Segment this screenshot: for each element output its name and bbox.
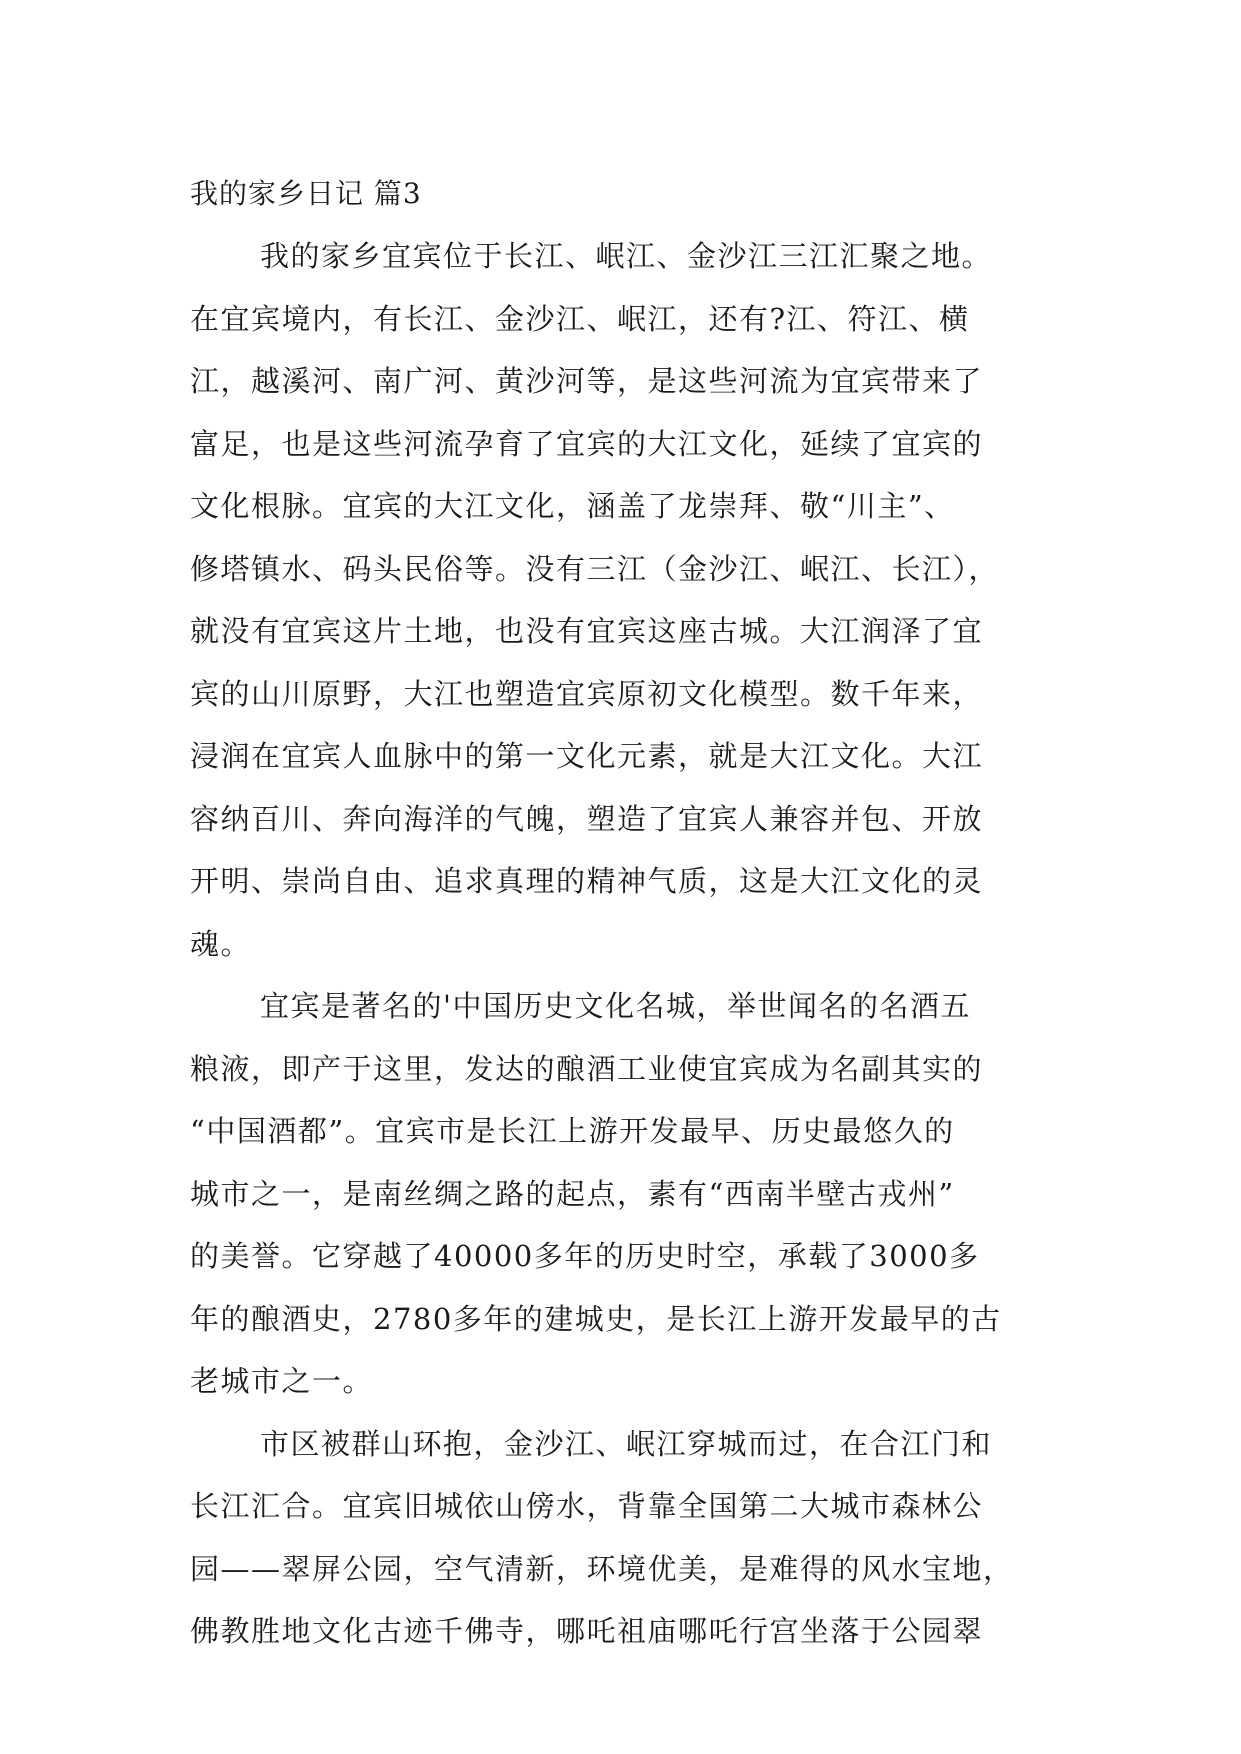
text-line: 在宜宾境内，有长江、金沙江、岷江，还有?江、符江、横 xyxy=(190,301,970,336)
text-line: 的美誉。它穿越了40000多年的历史时空，承载了3000多 xyxy=(190,1239,980,1273)
text-line: 富足，也是这些河流孕育了宜宾的大江文化，延续了宜宾的 xyxy=(190,426,984,461)
text-line: 容纳百川、奔向海洋的气魄，塑造了宜宾人兼容并包、开放 xyxy=(190,801,984,836)
text-line: 粮液，即产于这里，发达的酿酒工业使宜宾成为名副其实的 xyxy=(190,1051,984,1086)
document-body xyxy=(190,163,1065,1663)
text-line: 长江汇合。宜宾旧城依山傍水，背靠全国第二大城市森林公 xyxy=(190,1489,984,1523)
text-line: 浸润在宜宾人血脉中的第一文化元素，就是大江文化。大江 xyxy=(190,739,984,773)
text-line: 城市之一，是南丝绸之路的起点，素有“西南半壁古戎州” xyxy=(190,1176,955,1211)
text-line: 佛教胜地文化古迹千佛寺，哪吒祖庙哪吒行宫坐落于公园翠 xyxy=(190,1614,984,1648)
text-line: 修塔镇水、码头民俗等。没有三江（金沙江、岷江、长江）， xyxy=(190,551,1000,586)
text-line: “中国酒都”。宜宾市是长江上游开发最早、历史最悠久的 xyxy=(190,1114,955,1148)
text-line: 就没有宜宾这片土地，也没有宜宾这座古城。大江润泽了宜 xyxy=(190,614,984,648)
text-line: 宾的山川原野，大江也塑造宜宾原初文化模型。数千年来， xyxy=(190,676,984,711)
paragraph-1 xyxy=(190,225,1065,975)
text-line: 我的家乡宜宾位于长江、岷江、金沙江三江汇聚之地。 xyxy=(260,239,993,273)
text-line: 园——翠屏公园，空气清新，环境优美，是难得的风水宝地， xyxy=(190,1551,1014,1586)
text-line: 老城市之一。 xyxy=(190,1364,374,1398)
text-line: 宜宾是著名的'中国历史文化名城，举世闻名的名酒五 xyxy=(260,989,971,1023)
text-line: 市区被群山环抱，金沙江、岷江穿城而过，在合江门和 xyxy=(260,1426,993,1461)
paragraph-2 xyxy=(190,975,1065,1413)
text-line: 开明、崇尚自由、追求真理的精神气质，这是大江文化的灵 xyxy=(190,864,984,898)
text-line: 魂。 xyxy=(190,926,252,961)
text-line: 江，越溪河、南广河、黄沙河等，是这些河流为宜宾带来了 xyxy=(190,364,984,398)
paragraph-3 xyxy=(190,1413,1065,1663)
document-title: 我的家乡日记 篇3 xyxy=(190,177,422,210)
text-line: 文化根脉。宜宾的大江文化，涵盖了龙崇拜、敬“川主”、 xyxy=(190,489,955,523)
text-line: 年的酿酒史，2780多年的建城史，是长江上游开发最早的古 xyxy=(190,1301,1002,1336)
